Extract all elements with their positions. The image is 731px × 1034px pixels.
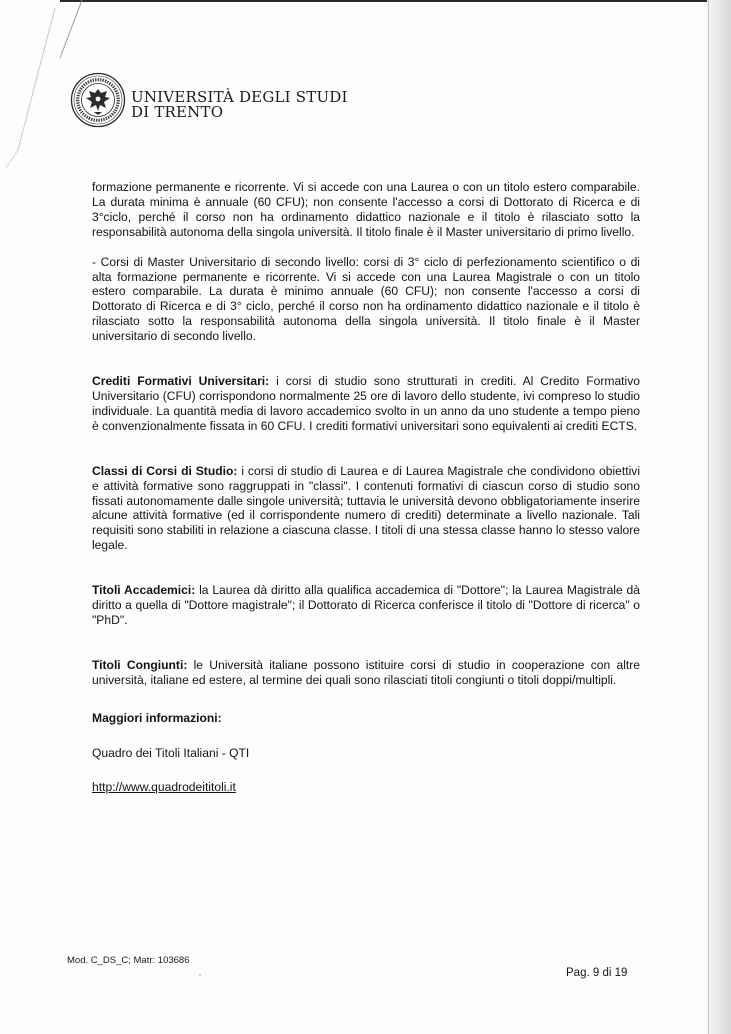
titoli-congiunti-text: le Università italiane possono istituire corsi di studio in cooperazione con altre università, italiane ed estere, al termine dei quali sono rilasciati titoli congiunti o titoli doppi/multipli. [92, 657, 640, 687]
cfu-text: i corsi di studio sono strutturati in crediti. Al Credito Formativo Universitario (CFU) corrispondono normalmente 25 ore di lavoro dello studente, ivi compreso lo studio individuale. La quantità media di lavoro accademico svolto in un anno da uno studente a tempo pieno è convenzionalmente fissata in 60 CFU. I crediti formativi universitari sono equivalenti ai crediti ECTS. [92, 374, 640, 433]
scan-top-edge [60, 0, 710, 2]
scan-right-edge [707, 0, 731, 1034]
titoli-accademici-paragraph [92, 583, 640, 628]
university-name-line2: DI TRENTO [131, 103, 224, 121]
cfu-heading: Crediti Formativi Universitari: [92, 374, 270, 389]
qti-link-line [92, 780, 640, 795]
document-body [92, 180, 640, 810]
more-info-heading: Maggiori informazioni: [92, 710, 222, 725]
page-number: Pag. 9 di 19 [566, 967, 628, 979]
titoli-congiunti-heading: Titoli Congiunti: [92, 657, 188, 672]
qti-label: Quadro dei Titoli Italiani - QTI [92, 745, 250, 760]
titoli-congiunti-paragraph [92, 658, 640, 688]
classi-heading: Classi di Corsi di Studio: [92, 463, 238, 478]
classi-paragraph [92, 464, 640, 553]
master-second-level-paragraph: - Corsi di Master Universitario di secondo livello: corsi di 3° ciclo di perfezionamento scientifico o di alta formazione permanente e ricorrente. Vi si accede con una Laurea Magistrale o con un titolo estero comparabile. La durata è minimo annuale (60 CFU); non consente l'accesso a corsi di Dottorato di Ricerca e di 3° ciclo, perché il corso non ha ordinamento didattico nazionale e il titolo è rilasciato sotto la responsabilità autonoma della singola università. Il titolo finale è il Master universitario di secondo livello. [92, 254, 640, 344]
master-first-level-paragraph: formazione permanente e ricorrente. Vi si accede con una Laurea o con un titolo estero comparabile. La durata minima è annuale (60 CFU); non consente l'accesso a corsi di Dottorato di Ricerca e di 3°ciclo, perché il corso non ha ordinamento didattico nazionale e il titolo è rilasciato sotto la responsabilità autonoma della singola università. Il titolo finale è il Master universitario di primo livello. [92, 180, 640, 239]
university-name [131, 90, 348, 120]
cfu-paragraph [92, 374, 640, 434]
university-header [70, 70, 348, 130]
qti-link[interactable]: http://www.quadrodeititoli.it [92, 780, 236, 795]
university-name-line1: UNIVERSITÀ DEGLI STUDI [131, 88, 348, 106]
scan-speck [199, 974, 201, 976]
titoli-accademici-heading: Titoli Accademici: [92, 583, 196, 598]
classi-text: i corsi di studio di Laurea e di Laurea Magistrale che condividono obiettivi e attività formative sono raggruppati in "classi". I contenuti formativi di ciascun corso di studio sono fissati autonomamente dalle singole università; tuttavia le università devono obbligatoriamente inserire alcune attività formative (ed il corrispondente numero di crediti) determinate a livello nazionale. Tali requisiti sono stabiliti in relazione a ciascuna classe. I titoli di una stessa classe hanno lo stesso valore legale. [92, 463, 641, 553]
document-reference: Mod. C_DS_C; Matr: 103686 [67, 955, 190, 966]
titoli-accademici-text: la Laurea dà diritto alla qualifica accademica di "Dottore"; la Laurea Magistrale dà diritto a quella di "Dottore magistrale"; il Dottorato di Ricerca conferisce il titolo di "Dottore di ricerca" o "PhD". [92, 583, 640, 627]
university-seal-icon [70, 72, 126, 128]
scan-right-edge-line [708, 0, 709, 1034]
